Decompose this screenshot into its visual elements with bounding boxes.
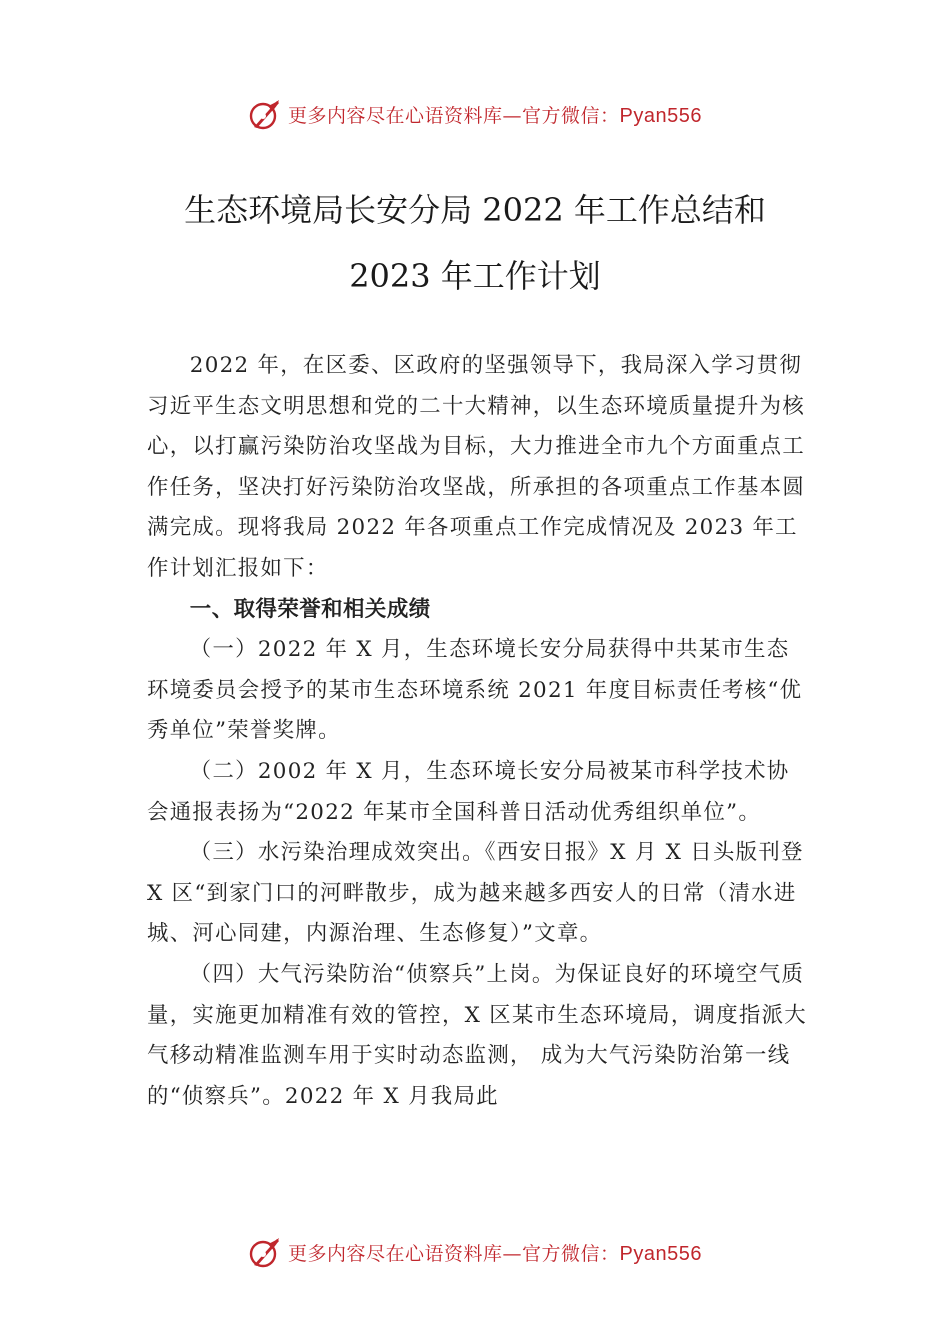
document-title-line2: 2023 年工作计划	[349, 257, 601, 295]
banner-label: 更多内容尽在心语资料库—官方微信：Pyan556	[288, 1242, 702, 1265]
quill-logo-icon	[248, 97, 282, 131]
section-heading: 一、取得荣誉和相关成绩	[189, 596, 431, 622]
wechat-id: Pyan556	[619, 1242, 702, 1265]
quill-logo-icon	[248, 1235, 282, 1269]
footer-banner	[0, 1232, 950, 1272]
list-item: （二）2002 年 X 月，生态环境长安分局被某市科学技术协会通报表扬为“2022 年某市全国科普日活动优秀组织单位”。	[147, 758, 790, 825]
banner-label: 更多内容尽在心语资料库—官方微信：Pyan556	[288, 104, 702, 127]
header-banner	[0, 94, 950, 134]
document-title-line1: 生态环境局长安分局 2022 年工作总结和	[184, 191, 766, 229]
list-item: （三）水污染治理成效突出。《西安日报》X 月 X 日头版刊登 X 区“到家门口的河畔散步，成为越来越多西安人的日常（清水进城、河心同建，内源治理、生态修复）”文章。	[147, 840, 804, 947]
wechat-id: Pyan556	[619, 104, 702, 127]
intro-paragraph: 2022 年，在区委、区政府的坚强领导下，我局深入学习贯彻习近平生态文明思想和党的二十大精神，以生态环境质量提升为核心，以打赢污染防治攻坚战为目标，大力推进全市九个方面重点工作任务，坚决打好污染防治攻坚战，所承担的各项重点工作基本圆满完成。现将我局 2022 年各项重点工作完成情况及 2023 年工作计划汇报如下：	[147, 353, 806, 581]
document-body	[147, 346, 812, 1117]
list-item: （四）大气污染防治“侦察兵”上岗。为保证良好的环境空气质量，实施更加精准有效的管控，X 区某市生态环境局，调度指派大气移动精准监测车用于实时动态监测， 成为大气污染防治第一线的“侦察兵”。2022 年 X 月我局此	[147, 961, 807, 1109]
list-item: （一）2022 年 X 月，生态环境长安分局获得中共某市生态环境委员会授予的某市生态环境系统 2021 年度目标责任考核“优秀单位”荣誉奖牌。	[147, 637, 803, 744]
